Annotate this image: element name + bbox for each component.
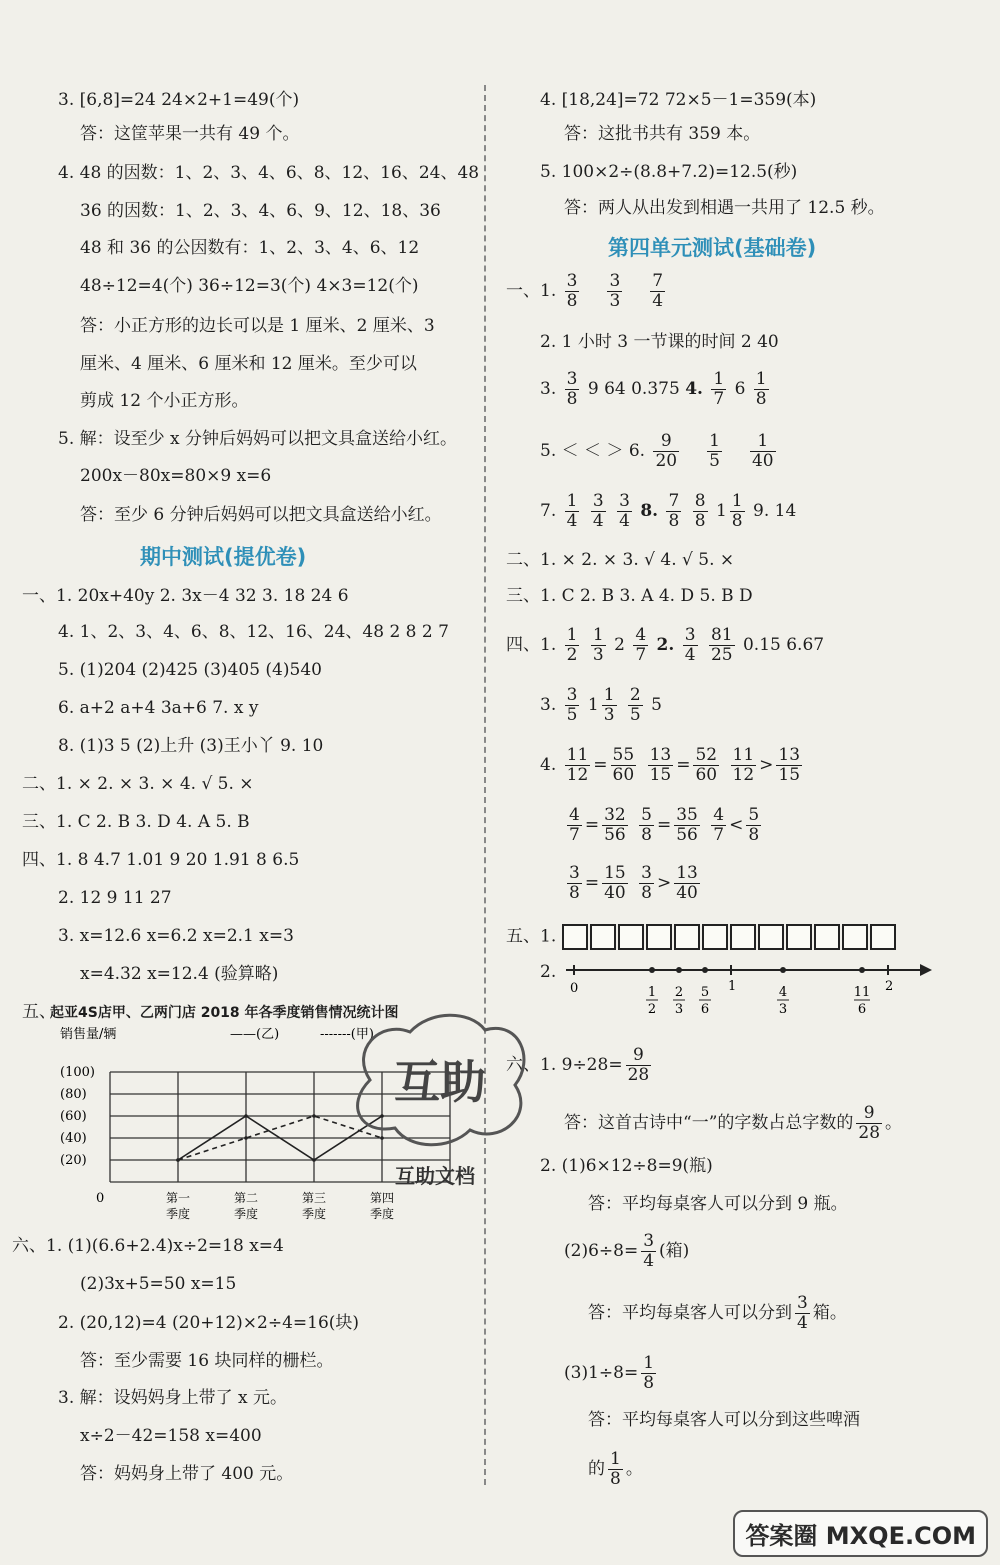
answer-line: 三、1. C 2. B 3. A 4. D 5. B D	[506, 586, 753, 606]
answer-line	[506, 924, 896, 950]
answer-line: 4. $\frac{11}{12}$ = $\frac{55}{60}$ $\frac{13}{15}$ = $\frac{52}{60}$ $\frac{11}{12}$ > $\frac{13}{15}$	[540, 745, 801, 785]
answer-line: 答：两人从出发到相遇一共用了 12.5 秒。	[564, 198, 885, 218]
legend-item: -------(甲)	[320, 1027, 374, 1042]
answer-text: 答：平均每桌客人可以分到	[588, 1303, 792, 1323]
answer-line: 答：这首古诗中“一”的字数占总字数的 $\frac{9}{28}$ 。	[564, 1103, 903, 1143]
answer-text: 答：这首古诗中“一”的字数占总字数的	[564, 1113, 854, 1133]
equation: (3)1÷8=	[564, 1363, 639, 1383]
answer-line: 答：至少 6 分钟后妈妈可以把文具盒送给小红。	[80, 505, 442, 525]
answer-line: (2)6÷8= $\frac{3}{4}$ (箱)	[564, 1231, 690, 1271]
answer-line: 3. x=12.6 x=6.2 x=2.1 x=3	[58, 926, 294, 946]
unit-label: (箱)	[659, 1241, 690, 1261]
answer-line: 5. 100×2÷(8.8+7.2)=12.5(秒)	[540, 162, 798, 182]
y-axis-label: 销售量/辆	[60, 1027, 117, 1042]
answer-line: 答：平均每桌客人可以分到这些啤酒	[588, 1410, 860, 1430]
answer-line: (2)3x+5=50 x=15	[80, 1274, 237, 1294]
column-divider	[484, 85, 486, 1485]
answer-line: 8. (1)3 5 (2)上升 (3)王小丫 9. 10	[58, 736, 324, 756]
answer-line: $\frac{4}{7}$ = $\frac{32}{56}$ $\frac{5}{8}$ = $\frac{35}{56}$ $\frac{4}{7}$ < $\frac{5}{8}$	[569, 805, 760, 845]
data-point	[312, 1158, 316, 1162]
site-logo	[733, 1510, 988, 1557]
stamp-text: 互助	[394, 1055, 486, 1109]
svg-text:6: 6	[857, 1002, 867, 1017]
answer-line: 5. (1)204 (2)425 (3)405 (4)540	[58, 660, 322, 680]
answer-line: 2. 1 小时 3 一节课的时间 2 40	[540, 332, 779, 352]
tick-label: 1	[728, 979, 737, 994]
section-title-midterm: 期中测试(提优卷)	[140, 545, 307, 569]
answer-line: 的 $\frac{1}{8}$ 。	[588, 1449, 643, 1489]
data-point	[312, 1114, 316, 1118]
answer-line: 三、1. C 2. B 3. D 4. A 5. B	[22, 812, 250, 832]
answer-line: 答：至少需要 16 块同样的栅栏。	[80, 1351, 334, 1371]
answer-line: x=4.32 x=12.4 (验算略)	[80, 964, 279, 984]
tick-label: 2	[885, 979, 894, 994]
x-tick-label: 第二	[233, 1191, 259, 1205]
answer-line: 4. [18,24]=72 72×5－1=359(本)	[540, 90, 817, 110]
svg-text:4: 4	[778, 985, 788, 1000]
number-line	[560, 958, 940, 1018]
y-tick-label: (60)	[60, 1109, 87, 1124]
svg-text:1: 1	[647, 985, 657, 1000]
y-tick-label: (20)	[60, 1153, 87, 1168]
answer-line: 四、1. $\frac{1}{2}$ $\frac{1}{3}$ 2 $\frac{4}{7}$ 2. $\frac{3}{4}$ $\frac{81}{25}$ 0.15 6.67	[506, 625, 825, 665]
answer-line: 5. 解：设至少 x 分钟后妈妈可以把文具盒送给小红。	[58, 429, 458, 449]
question-number: 五、1.	[506, 926, 557, 947]
y-tick-label: (80)	[60, 1087, 87, 1102]
answer-line: 厘米、4 厘米、6 厘米和 12 厘米。至少可以	[80, 354, 417, 374]
question-number: 2.	[540, 962, 557, 982]
legend-item: ——(乙)	[230, 1027, 280, 1042]
answer-line: 4. 1、2、3、4、6、8、12、16、24、48 2 8 2 7	[58, 622, 449, 642]
comparison-answers: 5. ＜ ＜ ＞	[540, 441, 624, 461]
answer-line: 4. 48 的因数：1、2、3、4、6、8、12、16、24、48	[58, 163, 480, 183]
answer-line: 36 的因数：1、2、3、4、6、9、12、18、36	[80, 201, 441, 221]
answer-9: 9. 14	[753, 501, 797, 521]
x-tick-label: 季度	[301, 1207, 327, 1221]
svg-text:3: 3	[778, 1002, 788, 1017]
y-tick-label: (100)	[60, 1065, 95, 1080]
logo-text: 答案圈 MXQE.COM	[733, 1510, 988, 1557]
answer-line: 3. 解：设妈妈身上带了 x 元。	[58, 1388, 288, 1408]
square-row	[562, 924, 896, 950]
tick-label: 0	[570, 981, 579, 996]
answer-line: (3)1÷8= $\frac{1}{8}$	[564, 1353, 655, 1393]
y-tick-label: 0	[96, 1191, 105, 1206]
answer-line: 答：妈妈身上带了 400 元。	[80, 1464, 294, 1484]
answer-line: 四、1. 8 4.7 1.01 9 20 1.91 8 6.5	[22, 850, 300, 870]
answer-line: 3. $\frac{3}{5}$ 1 $\frac{1}{3}$ $\frac{2}{5}$ 5	[540, 685, 662, 725]
answer-line: 二、1. × 2. × 3. √ 4. √ 5. ×	[506, 550, 735, 570]
answer-line: 一、1. $\frac{3}{8}$ $\frac{3}{3}$ $\frac{7}{4}$	[506, 271, 664, 311]
answer-line: 48÷12=4(个) 36÷12=3(个) 4×3=12(个)	[80, 276, 419, 296]
stamp-caption: 互助文档	[395, 1164, 475, 1188]
chart-title: 起亚4S店甲、乙两门店 2018 年各季度销售情况统计图	[50, 1005, 399, 1021]
answer-line: 7. $\frac{1}{4}$ $\frac{3}{4}$ $\frac{3}{4}$ 8. $\frac{7}{8}$ $\frac{8}{8}$ 1 $\frac{1}{8}$ 9. 14	[540, 491, 797, 531]
answer-line: 200x－80x=80×9 x=6	[80, 466, 272, 486]
answer-line: 六、1. (1)(6.6+2.4)x÷2=18 x=4	[12, 1236, 284, 1256]
answer-line: 3. $\frac{3}{8}$ 9 64 0.375 4. $\frac{1}{7}$ 6 $\frac{1}{8}$	[540, 369, 767, 409]
svg-text:2: 2	[647, 1002, 657, 1017]
section-title-unit4: 第四单元测试(基础卷)	[608, 236, 817, 260]
data-point	[176, 1158, 180, 1162]
unit-label: 箱。	[812, 1303, 847, 1323]
answer-line: 剪成 12 个小正方形。	[80, 391, 249, 411]
svg-text:5: 5	[700, 985, 710, 1000]
answer-line: 一、1. 20x+40y 2. 3x－4 32 3. 18 24 6	[22, 586, 349, 606]
question-number: 6.	[628, 441, 646, 461]
x-tick-label: 季度	[369, 1207, 395, 1221]
answer-line: $\frac{3}{8}$ = $\frac{15}{40}$ $\frac{3}{8}$ > $\frac{13}{40}$	[569, 863, 698, 903]
answer-line: 答：平均每桌客人可以分到 $\frac{3}{4}$ 箱。	[588, 1293, 847, 1333]
data-point	[244, 1114, 248, 1118]
decimal-answers: 0.15 6.67	[742, 635, 825, 655]
answer-line: 2. 12 9 11 27	[58, 888, 172, 908]
data-point	[244, 1136, 248, 1140]
svg-text:11: 11	[853, 985, 871, 1000]
svg-text:2: 2	[674, 985, 684, 1000]
y-tick-label: (40)	[60, 1131, 87, 1146]
watermark-stamp	[340, 1010, 540, 1188]
answer-line: 六、1. 9÷28= $\frac{9}{28}$	[506, 1045, 650, 1085]
svg-text:6: 6	[700, 1002, 710, 1017]
equation: 六、1. 9÷28=	[506, 1055, 623, 1075]
x-tick-label: 第四	[369, 1191, 395, 1205]
answer-line: 2. (20,12)=4 (20+12)×2÷4=16(块)	[58, 1313, 360, 1333]
equation: (2)6÷8=	[564, 1241, 639, 1261]
x-tick-label: 季度	[233, 1207, 259, 1221]
answer-line: 答：这批书共有 359 本。	[564, 124, 761, 144]
x-tick-label: 第一	[165, 1191, 191, 1205]
answer-text: 的	[588, 1459, 605, 1479]
answer-line: 2. (1)6×12÷8=9(瓶)	[540, 1156, 713, 1176]
answer-line: 48 和 36 的公因数有：1、2、3、4、6、12	[80, 238, 420, 258]
answer-line: 3. [6,8]=24 24×2+1=49(个)	[58, 90, 300, 110]
svg-text:3: 3	[674, 1002, 684, 1017]
answer-line: 二、1. × 2. × 3. × 4. √ 5. ×	[22, 774, 254, 794]
x-tick-label: 第三	[301, 1191, 327, 1205]
answer-line: x÷2－42=158 x=400	[80, 1426, 262, 1446]
answer-line: 6. a+2 a+4 3a+6 7. x y	[58, 698, 259, 718]
answer-line: 答：平均每桌客人可以分到 9 瓶。	[588, 1194, 848, 1214]
question-number: 五、	[22, 1002, 56, 1022]
answer-line: 5. ＜ ＜ ＞ 6. $\frac{9}{20}$ $\frac{1}{5}$ $\frac{1}{40}$	[540, 431, 774, 471]
answer-line: 答：这筐苹果一共有 49 个。	[80, 124, 300, 144]
answer-line: 答：小正方形的边长可以是 1 厘米、2 厘米、3	[80, 316, 435, 336]
x-tick-label: 季度	[165, 1207, 191, 1221]
